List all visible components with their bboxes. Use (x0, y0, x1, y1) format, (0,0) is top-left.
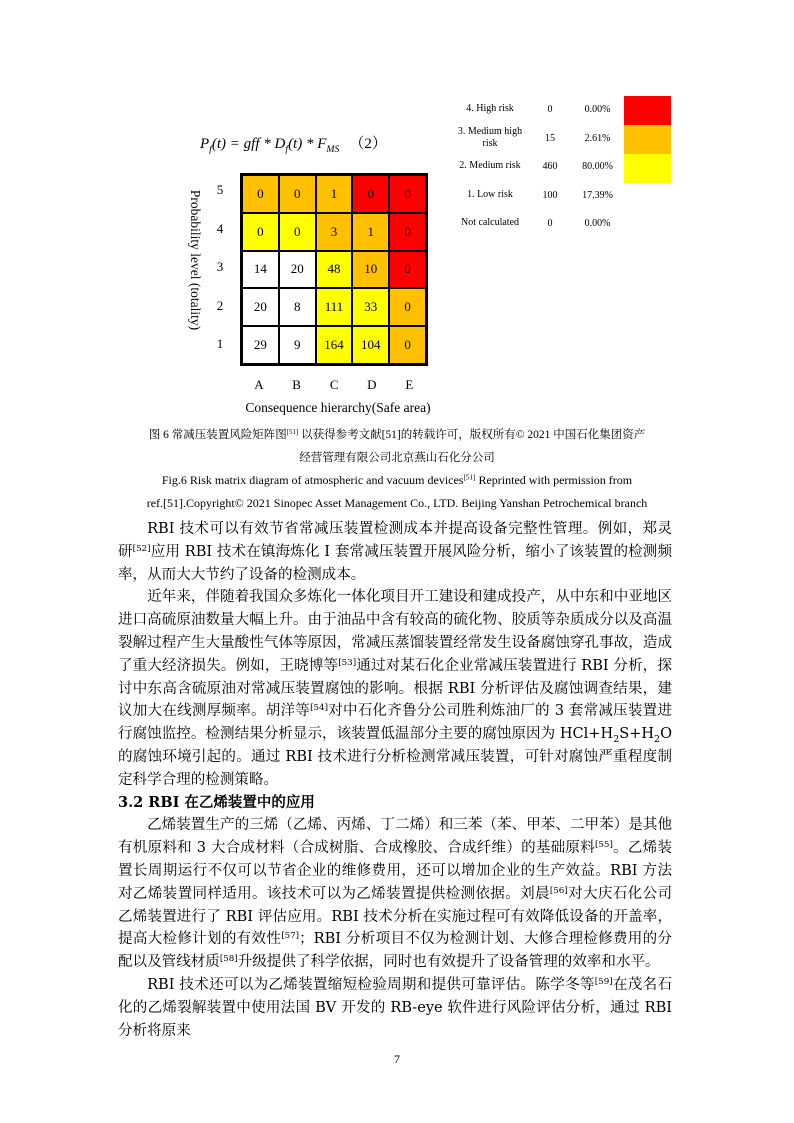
formula-sub: f (209, 144, 212, 155)
legend-count: 15 (545, 132, 555, 144)
paragraph-text: 通过对某石化企业常减压装置进行 RBI 分析，探讨中东高含硫原油对常减压装置腐蚀的影响。根据 RBI 分析评估及腐蚀调查结果，建议加大在线测厚频率。胡洋等 (118, 656, 673, 720)
legend-count: 460 (542, 160, 558, 172)
matrix-cell: 20 (242, 288, 279, 326)
formula-part: (t) * F (288, 136, 327, 152)
legend-percent: 0.00% (584, 217, 611, 229)
subscript: 2 (613, 734, 620, 746)
matrix-cell: 0 (352, 175, 389, 213)
matrix-cell: 10 (352, 251, 389, 289)
matrix-cell: 104 (352, 326, 389, 364)
matrix-cell: 8 (279, 288, 316, 326)
caption-en-line2: ref.[51].Copyright© 2021 Sinopec Asset Management Co., LTD. Beijing Yanshan Petrochemical branch (146, 495, 648, 510)
paragraph-text: 对大庆石化公司乙烯装置进行了 RBI 评估应用。RBI 技术分析在实施过程可有效降低设备的开盖率，提高大检修计划的有效性 (118, 884, 673, 948)
equation-number: （2） (349, 136, 387, 152)
matrix-cell: 0 (279, 213, 316, 251)
legend-count: 0 (547, 103, 553, 115)
citation: [57] (281, 931, 300, 942)
legend-row (450, 152, 625, 180)
page-number: 7 (394, 1052, 400, 1066)
legend-percent: 80.00% (582, 160, 613, 172)
paragraph-text: 升级提供了科学依据，同时也有效提升了设备管理的效率和水平。 (237, 953, 660, 971)
matrix-cell: 0 (389, 213, 426, 251)
matrix-cell: 20 (279, 251, 316, 289)
legend-percent: 17.39% (582, 189, 613, 201)
row-label: 3 (216, 259, 224, 275)
matrix-cell: 29 (242, 326, 279, 364)
body-text (118, 518, 672, 1042)
legend-label: Not calculated (460, 217, 520, 228)
paragraph (118, 814, 672, 974)
matrix-cell: 14 (242, 251, 279, 289)
column-label: D (367, 377, 377, 392)
matrix-cell: 1 (316, 175, 353, 213)
caption-text: 以获得参考文献[51]的转载许可，版权所有© 2021 中国石化集团资产 (298, 429, 646, 441)
legend-swatch (624, 154, 671, 183)
paragraph-text: 在茂名石化的乙烯裂解装置中使用法国 BV 开发的 RB-eye 软件进行风险评估分析，通过 RBI 分析将原来 (118, 975, 673, 1039)
legend-count: 100 (542, 189, 558, 201)
subscript: 2 (654, 734, 661, 746)
legend-percent: 2.61% (584, 132, 611, 144)
matrix-cell: 33 (352, 288, 389, 326)
matrix-cell: 0 (389, 326, 426, 364)
risk-matrix (240, 173, 428, 366)
paragraph-text: RBI 技术还可以为乙烯装置缩短检验周期和提供可靠评估。陈学冬等 (147, 975, 595, 993)
citation: [58] (219, 953, 238, 964)
legend-label: 4. High risk (466, 103, 514, 114)
section-heading: 3.2 RBI 在乙烯装置中的应用 (118, 793, 315, 811)
matrix-cell: 111 (316, 288, 353, 326)
paragraph-text: RBI 技术可以有效节省常减压装置检测成本并提高设备完整性管理。例如，郑灵研 (118, 520, 672, 560)
paragraph (118, 974, 672, 1042)
citation: [52] (132, 543, 151, 554)
matrix-cell: 48 (316, 251, 353, 289)
caption-en-line1 (100, 469, 694, 492)
formula (200, 132, 387, 153)
column-label: A (254, 377, 264, 392)
legend-label: 2. Medium risk (459, 160, 521, 171)
legend-row (450, 124, 625, 152)
matrix-cell: 0 (389, 288, 426, 326)
row-label: 5 (216, 182, 224, 197)
matrix-cell: 1 (352, 213, 389, 251)
citation: [59] (594, 976, 613, 987)
caption-text: 图 6 常减压装置风险矩阵图 (148, 429, 287, 441)
matrix-cell: 0 (242, 213, 279, 251)
matrix-cell: 164 (316, 326, 353, 364)
y-axis-label: Probability level (totality) (188, 189, 203, 331)
paragraph (118, 586, 672, 791)
column-label: E (405, 377, 414, 392)
paragraph-text: ；RBI 分析项目不仅为检测计划、大修合理检修费用的分配以及管线材质 (118, 930, 673, 971)
citation: [51] (286, 428, 299, 436)
caption-text: Fig.6 Risk matrix diagram of atmospheric and vacuum devices (161, 473, 464, 487)
paragraph-text: 对中石化齐鲁分公司胜利炼油厂的 3 套常减压装置进行腐蚀监控。检测结果分析显示，该装置低温部分主要的腐蚀原因为 HCl+H (118, 702, 672, 743)
figure-caption (100, 424, 694, 514)
citation: [53] (338, 657, 357, 668)
paragraph-text: 。乙烯装置长周期运行不仅可以节省企业的维修费用，还可以增加企业的生产效益。RBI 方法对乙烯装置同样适用。该技术可以为乙烯装置提供检测依据。刘晨 (118, 839, 672, 902)
row-label: 1 (216, 336, 224, 352)
matrix-cell: 0 (242, 175, 279, 213)
matrix-cell: 0 (389, 251, 426, 289)
citation: [56] (549, 885, 568, 896)
legend-swatch (624, 125, 671, 154)
citation: [54] (310, 703, 328, 714)
matrix-cell: 9 (279, 326, 316, 364)
legend-swatch (624, 96, 671, 125)
paragraph-text: 近年来，伴随着我国众多炼化一体化项目开工建设和建成投产，从中东和中亚地区进口高硫原油数量大幅上升。由于油品中含有较高的硫化物、胶质等杂质成分以及高温裂解过程产生大量酸性气体等原因，常减压蒸馏装置经常发生设备腐蚀穿孔事故，造成了重大经济损失。例如，王晓博等 (118, 588, 672, 674)
column-label: B (292, 377, 301, 392)
paragraph (118, 518, 672, 586)
legend-label: 1. Low risk (467, 189, 513, 200)
paragraph-text: O 的腐蚀环境引起的。通过 RBI 技术进行分析检测常减压装置，可针对腐蚀严重程度制定科学合理的检测策略。 (118, 725, 672, 788)
row-label: 2 (216, 297, 224, 313)
row-label: 4 (216, 220, 224, 236)
formula-sub: MS (326, 144, 340, 155)
matrix-cell: 3 (316, 213, 353, 251)
caption-cn-line1 (100, 424, 694, 447)
caption-cn-line2: 经营管理有限公司北京燕山石化分公司 (299, 451, 495, 464)
formula-part: (t) = gff * D (211, 136, 286, 152)
legend-row (450, 181, 625, 209)
citation: [51] (463, 473, 476, 482)
paragraph-text: S+H (619, 725, 655, 743)
paragraph-text: 应用 RBI 技术在镇海炼化 Ⅰ 套常减压装置开展风险分析，缩小了该装置的检测频率，从而大大节约了设备的检测成本。 (118, 542, 672, 583)
legend-percent: 0.00% (584, 103, 611, 115)
column-label: C (329, 377, 339, 392)
citation: [55] (594, 839, 613, 850)
legend-row (450, 95, 625, 123)
matrix-cell: 0 (389, 175, 426, 213)
caption-text: Reprinted with permission from (475, 473, 633, 487)
legend-count: 0 (547, 217, 553, 229)
x-axis-label: Consequence hierarchy(Safe area) (245, 400, 431, 415)
formula-part: P (200, 136, 210, 152)
legend-label: 3. Medium high risk (457, 126, 523, 149)
formula-sub: f (285, 144, 289, 155)
legend-row (450, 209, 625, 237)
matrix-cell: 0 (279, 175, 316, 213)
paragraph-text: 乙烯装置生产的三烯（乙烯、丙烯、丁二烯）和三苯（苯、甲苯、二甲苯）是其他有机原料和 3 大合成材料（合成树脂、合成橡胶、合成纤维）的基础原料 (118, 816, 672, 857)
